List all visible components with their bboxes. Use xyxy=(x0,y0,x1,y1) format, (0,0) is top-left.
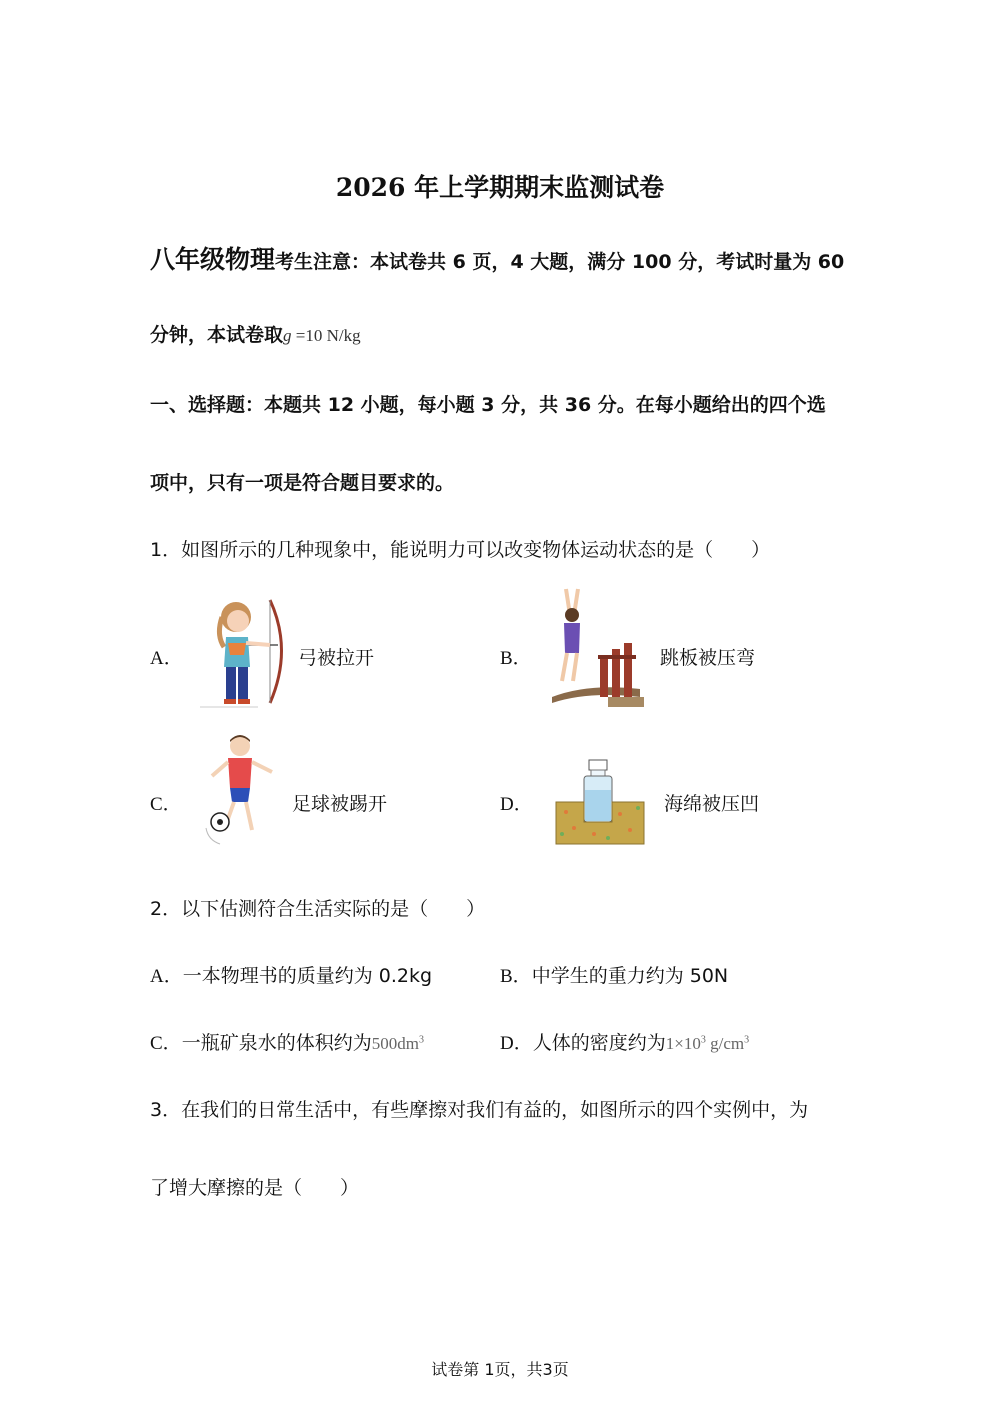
q2-option-d-sup2: 3 xyxy=(744,1034,750,1046)
question-3-stem-line2: 了增大摩擦的是（ ） xyxy=(150,1177,360,1199)
q2-option-c-letter: C． xyxy=(150,1033,182,1054)
exam-title: 2026 年上学期期末监测试卷 xyxy=(335,173,665,202)
q1-option-a-text: 弓被拉开 xyxy=(298,647,375,669)
q2-option-c xyxy=(150,1028,424,1055)
q2-option-c-text: 一瓶矿泉水的体积约为 xyxy=(181,1032,372,1054)
notice-line-2 xyxy=(150,320,361,347)
q2-option-d-sup: 3 xyxy=(700,1034,706,1046)
bottle-on-sponge-icon xyxy=(554,756,646,848)
q2-option-c-math: 500dm xyxy=(371,1034,419,1053)
soccer-kick-icon xyxy=(198,732,280,847)
q2-option-a-letter: A． xyxy=(150,966,183,987)
subject-notice-line xyxy=(150,240,844,276)
q2-option-d-text: 人体的密度约为 xyxy=(532,1032,666,1054)
q2-option-a xyxy=(150,961,432,988)
subject-label: 八年级物理 xyxy=(150,245,276,274)
question-1-stem: 1．如图所示的几种现象中，能说明力可以改变物体运动状态的是（ ） xyxy=(150,539,771,561)
q1-option-c-text: 足球被踢开 xyxy=(292,793,388,815)
q2-option-b xyxy=(500,961,728,988)
q2-option-d-math2: g/cm xyxy=(705,1034,745,1053)
q2-option-d-math: 1×10 xyxy=(665,1034,701,1053)
q2-option-d-letter: D． xyxy=(500,1033,533,1054)
q1-option-d-letter: D． xyxy=(500,794,533,815)
archer-girl-icon xyxy=(198,595,288,710)
question-3-stem-line1: 3．在我们的日常生活中，有些摩擦对我们有益的，如图所示的四个实例中，为 xyxy=(150,1099,809,1121)
q1-option-a-letter: A． xyxy=(150,648,183,669)
question-2-stem: 2．以下估测符合生活实际的是（ ） xyxy=(150,898,486,920)
section-heading-line2: 项中，只有一项是符合题目要求的。 xyxy=(150,472,455,494)
q1-option-c-letter: C． xyxy=(150,794,182,815)
page-footer: 试卷第 1页，共3页 xyxy=(431,1360,569,1379)
section-heading-line1: 一、选择题：本题共 12 小题，每小题 3 分，共 36 分。在每小题给出的四个选 xyxy=(150,394,826,416)
q2-option-b-letter: B． xyxy=(500,966,532,987)
diver-springboard-icon xyxy=(548,585,646,710)
q2-option-b-text: 中学生的重力约为 50N xyxy=(531,965,729,987)
q2-option-a-text: 一本物理书的质量约为 0.2kg xyxy=(182,965,433,987)
q2-option-d xyxy=(500,1028,749,1055)
q1-option-b-letter: B． xyxy=(500,648,532,669)
notice-text: 考生注意：本试卷共 6 页，4 大题，满分 100 分，考试时量为 60 xyxy=(275,251,845,273)
q1-option-d-text: 海绵被压凹 xyxy=(664,793,760,815)
g-symbol: g xyxy=(283,326,292,345)
g-value: =10 N/kg xyxy=(291,326,361,345)
q1-option-b-text: 跳板被压弯 xyxy=(660,647,756,669)
notice-text-2: 分钟，本试卷取 xyxy=(150,324,284,346)
q2-option-c-sup: 3 xyxy=(418,1034,424,1046)
